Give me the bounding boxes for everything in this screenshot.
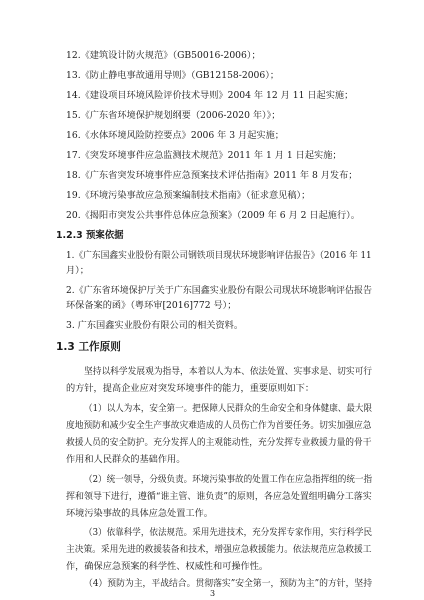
page-number: 3 (210, 589, 216, 598)
intro-line-2: 的方针，提高企业应对突发环境事件的能力，重要原则如下： (66, 383, 315, 394)
principle-2-line-1: （2）统一领导，分级负责。环境污染事故的处置工作在应急指挥组的统一指 (84, 474, 373, 485)
principle-3-line-2: 主决策。采用先进的救援装备和技术，增强应急救援能力。依法规范应急救援工 (66, 544, 372, 555)
reference-item-12: 12.《建筑设计防火规范》（GB50016-2006）； (66, 50, 261, 61)
principle-1-line-4: 作用和人民群众的基础作用。 (66, 454, 186, 465)
reference-item-20: 20.《揭阳市突发公共事件总体应急预案》（2009 年 6 月 2 日起施行）。 (66, 210, 360, 221)
principle-4-line-1: （4）预防为主，平战结合。贯彻落实”安全第一，预防为主”的方针，坚持 (84, 578, 373, 589)
principle-1-line-2: 度地预防和减少安全生产事故灾难造成的人员伤亡作为首要任务。切实加强应急 (66, 420, 372, 431)
basis-item-2-line-1: 2.《广东省环境保护厅关于广东国鑫实业股份有限公司现状环境影响评估报告 (66, 285, 373, 296)
reference-item-18: 18.《广东省突发环境事件应急预案技术评估指南》2011 年 8 月发布； (66, 170, 358, 181)
section-heading-1-2-3: 1.2.3 预案依据 (56, 230, 124, 241)
principle-2-line-2: 挥和领导下进行，遵循“谁主管、谁负责”的原则，各应急处置组明确分工落实 (66, 491, 372, 502)
reference-item-15: 15.《广东省环境保护规划纲要（2006-2020 年）》； (66, 110, 281, 121)
basis-item-2-line-2: 环保备案的函》（粤环审[2016]772 号）； (66, 300, 237, 311)
principle-3-line-3: 作，确保应急预案的科学性、权威性和可操作性。 (66, 561, 269, 572)
basis-item-3: 3. 广东国鑫实业股份有限公司的相关资料。 (66, 320, 244, 331)
reference-item-16: 16.《水体环境风险防控要点》2006 年 3 月起实施； (66, 130, 284, 141)
basis-item-1-line-1: 1.《广东国鑫实业股份有限公司钢铁项目现状环境影响评估报告》（2016 年 11 (66, 250, 372, 261)
intro-line-1: 坚持以科学发展观为指导，本着以人为本、依法处置、实事求是、切实可行 (84, 366, 373, 377)
section-heading-1-3: 1.3 工作原则 (56, 341, 121, 353)
reference-item-13: 13.《防止静电事故通用导则》（GB12158-2006）； (66, 70, 280, 81)
reference-item-14: 14.《建设项目环境风险评价技术导则》2004 年 12 月 11 日起实施； (66, 90, 354, 101)
principle-2-line-3: 环境污染事故的具体应急处置工作。 (66, 508, 213, 519)
principle-3-line-1: （3）依靠科学，依法规范。采用先进技术，充分发挥专家作用，实行科学民 (84, 527, 373, 538)
principle-1-line-1: （1）以人为本，安全第一。把保障人民群众的生命安全和身体健康、最大限 (84, 403, 373, 414)
basis-item-1-line-2: 月）； (66, 265, 89, 276)
reference-item-19: 19.《环境污染事故应急预案编制技术指南》（征求意见稿）； (66, 190, 311, 201)
reference-item-17: 17.《突发环境事件应急监测技术规范》2011 年 1 月 1 日起实施； (66, 150, 342, 161)
principle-1-line-3: 救援人员的安全防护。充分发挥人的主观能动性，充分发挥专业救援力量的骨干 (66, 437, 372, 448)
